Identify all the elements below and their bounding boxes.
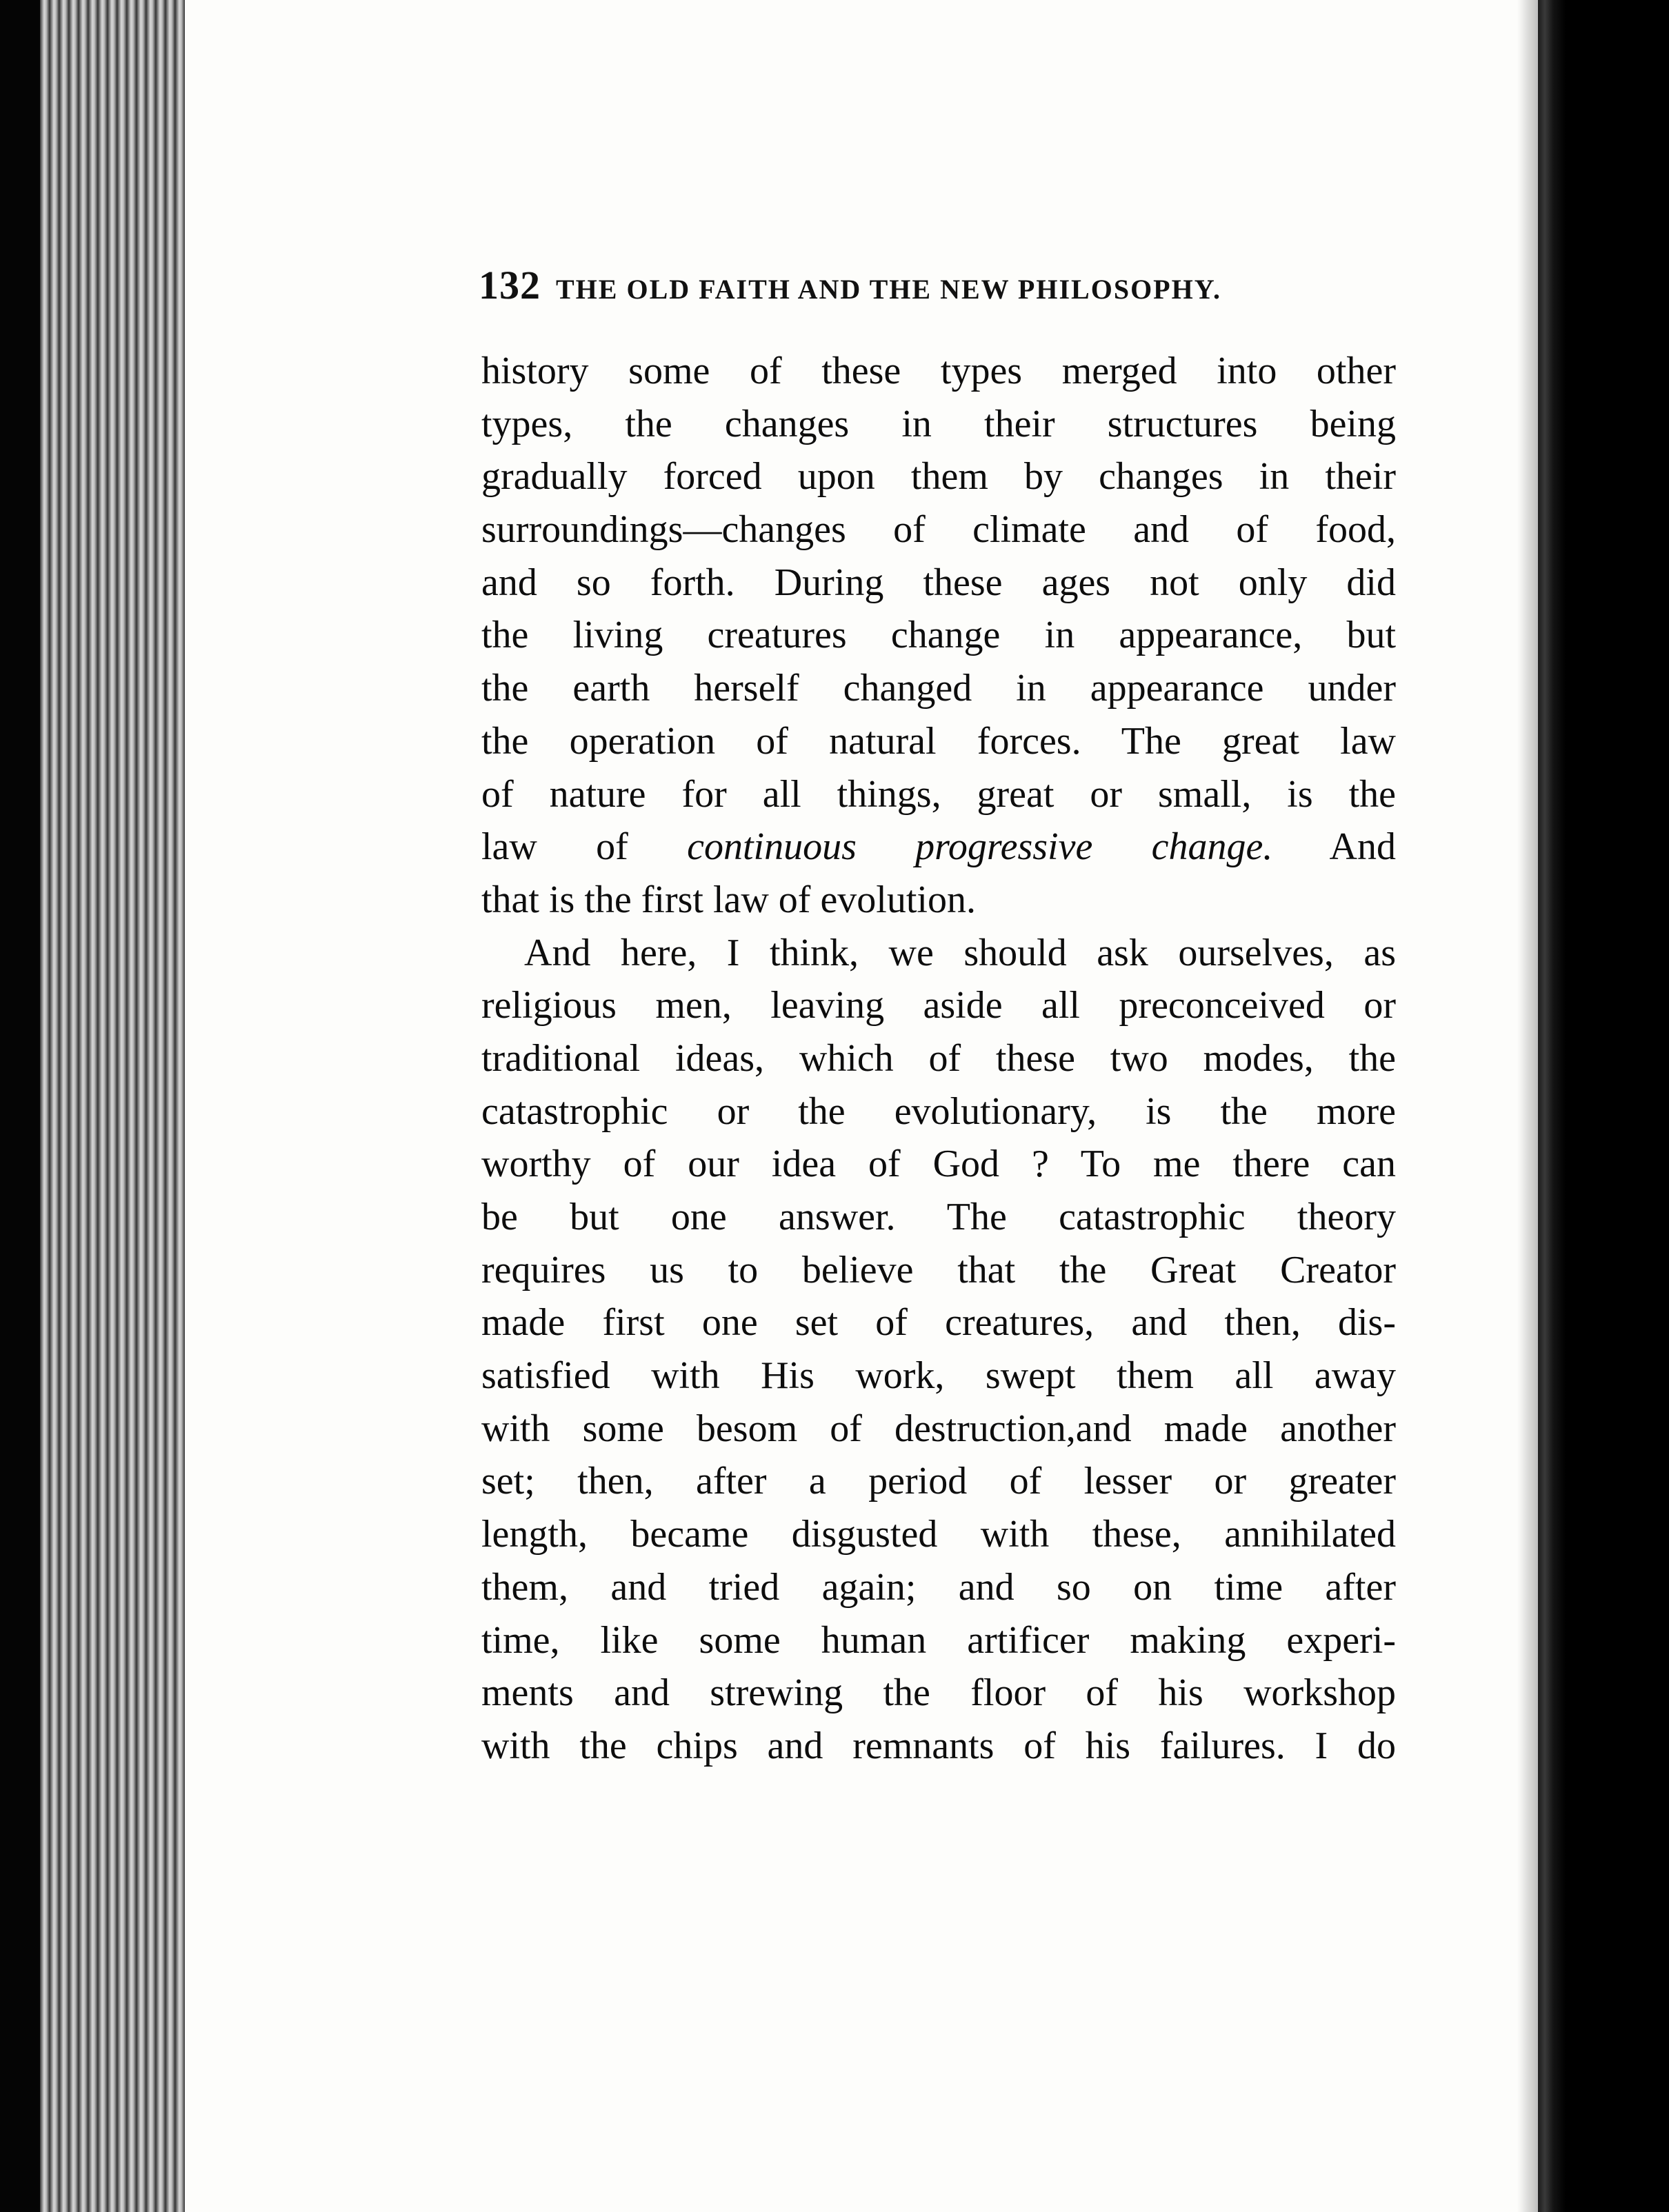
text-line: ments and strewing the floor of his workshop [481, 1671, 1396, 1715]
text-line: catastrophic or the evolutionary, is the more [481, 1089, 1396, 1133]
text-line: of nature for all things, great or small, is the [481, 772, 1396, 816]
running-head [479, 262, 1396, 317]
text-line: the earth herself changed in appearance under [481, 667, 1396, 710]
text-line: religious men, leaving aside all preconceived or [481, 984, 1396, 1027]
text-line: requires us to believe that the Great Creator [481, 1248, 1396, 1291]
text-line: traditional ideas, which of these two modes, the [481, 1036, 1396, 1080]
text-line: types, the changes in their structures being [481, 402, 1396, 445]
text-line: the operation of natural forces. The great law [481, 719, 1396, 763]
text-line: them, and tried again; and so on time after [481, 1565, 1396, 1609]
running-title: THE OLD FAITH AND THE NEW PHILOSOPHY. [556, 274, 1221, 305]
text-line: and so forth. During these ages not only did [481, 561, 1396, 604]
gutter-shadow [1517, 0, 1538, 2212]
text-line: And here, I think, we should ask ourselves, as [524, 931, 1396, 974]
text-line: satisfied with His work, swept them all away [481, 1354, 1396, 1398]
text-line: time, like some human artificer making experi- [481, 1618, 1396, 1662]
text-line: made first one set of creatures, and then, dis- [481, 1301, 1396, 1345]
page-number: 132 [479, 263, 541, 308]
text-line: surroundings—changes of climate and of food, [481, 508, 1396, 552]
text-line: with some besom of destruction,and made another [481, 1407, 1396, 1450]
body-text [481, 345, 1396, 1773]
text-line: law of continuous progressive change. And [481, 825, 1396, 869]
text-line: set; then, after a period of lesser or greater [481, 1460, 1396, 1503]
text-line: with the chips and remnants of his failures. I do [481, 1724, 1396, 1767]
text-line: worthy of our idea of God ? To me there can [481, 1143, 1396, 1186]
text-line: history some of these types merged into other [481, 350, 1396, 392]
scan-border [0, 0, 40, 2212]
text-line: the living creatures change in appearance, but [481, 614, 1396, 657]
text-line: gradually forced upon them by changes in their [481, 455, 1396, 499]
text-line: length, became disgusted with these, annihilated [481, 1513, 1396, 1556]
text-line: that is the first law of evolution. [481, 878, 976, 921]
book-edge-right [1538, 0, 1669, 2212]
text-line: be but one answer. The catastrophic theory [481, 1196, 1396, 1238]
page-edges [40, 0, 185, 2212]
italic-phrase: continuous progressive change. [687, 825, 1273, 869]
